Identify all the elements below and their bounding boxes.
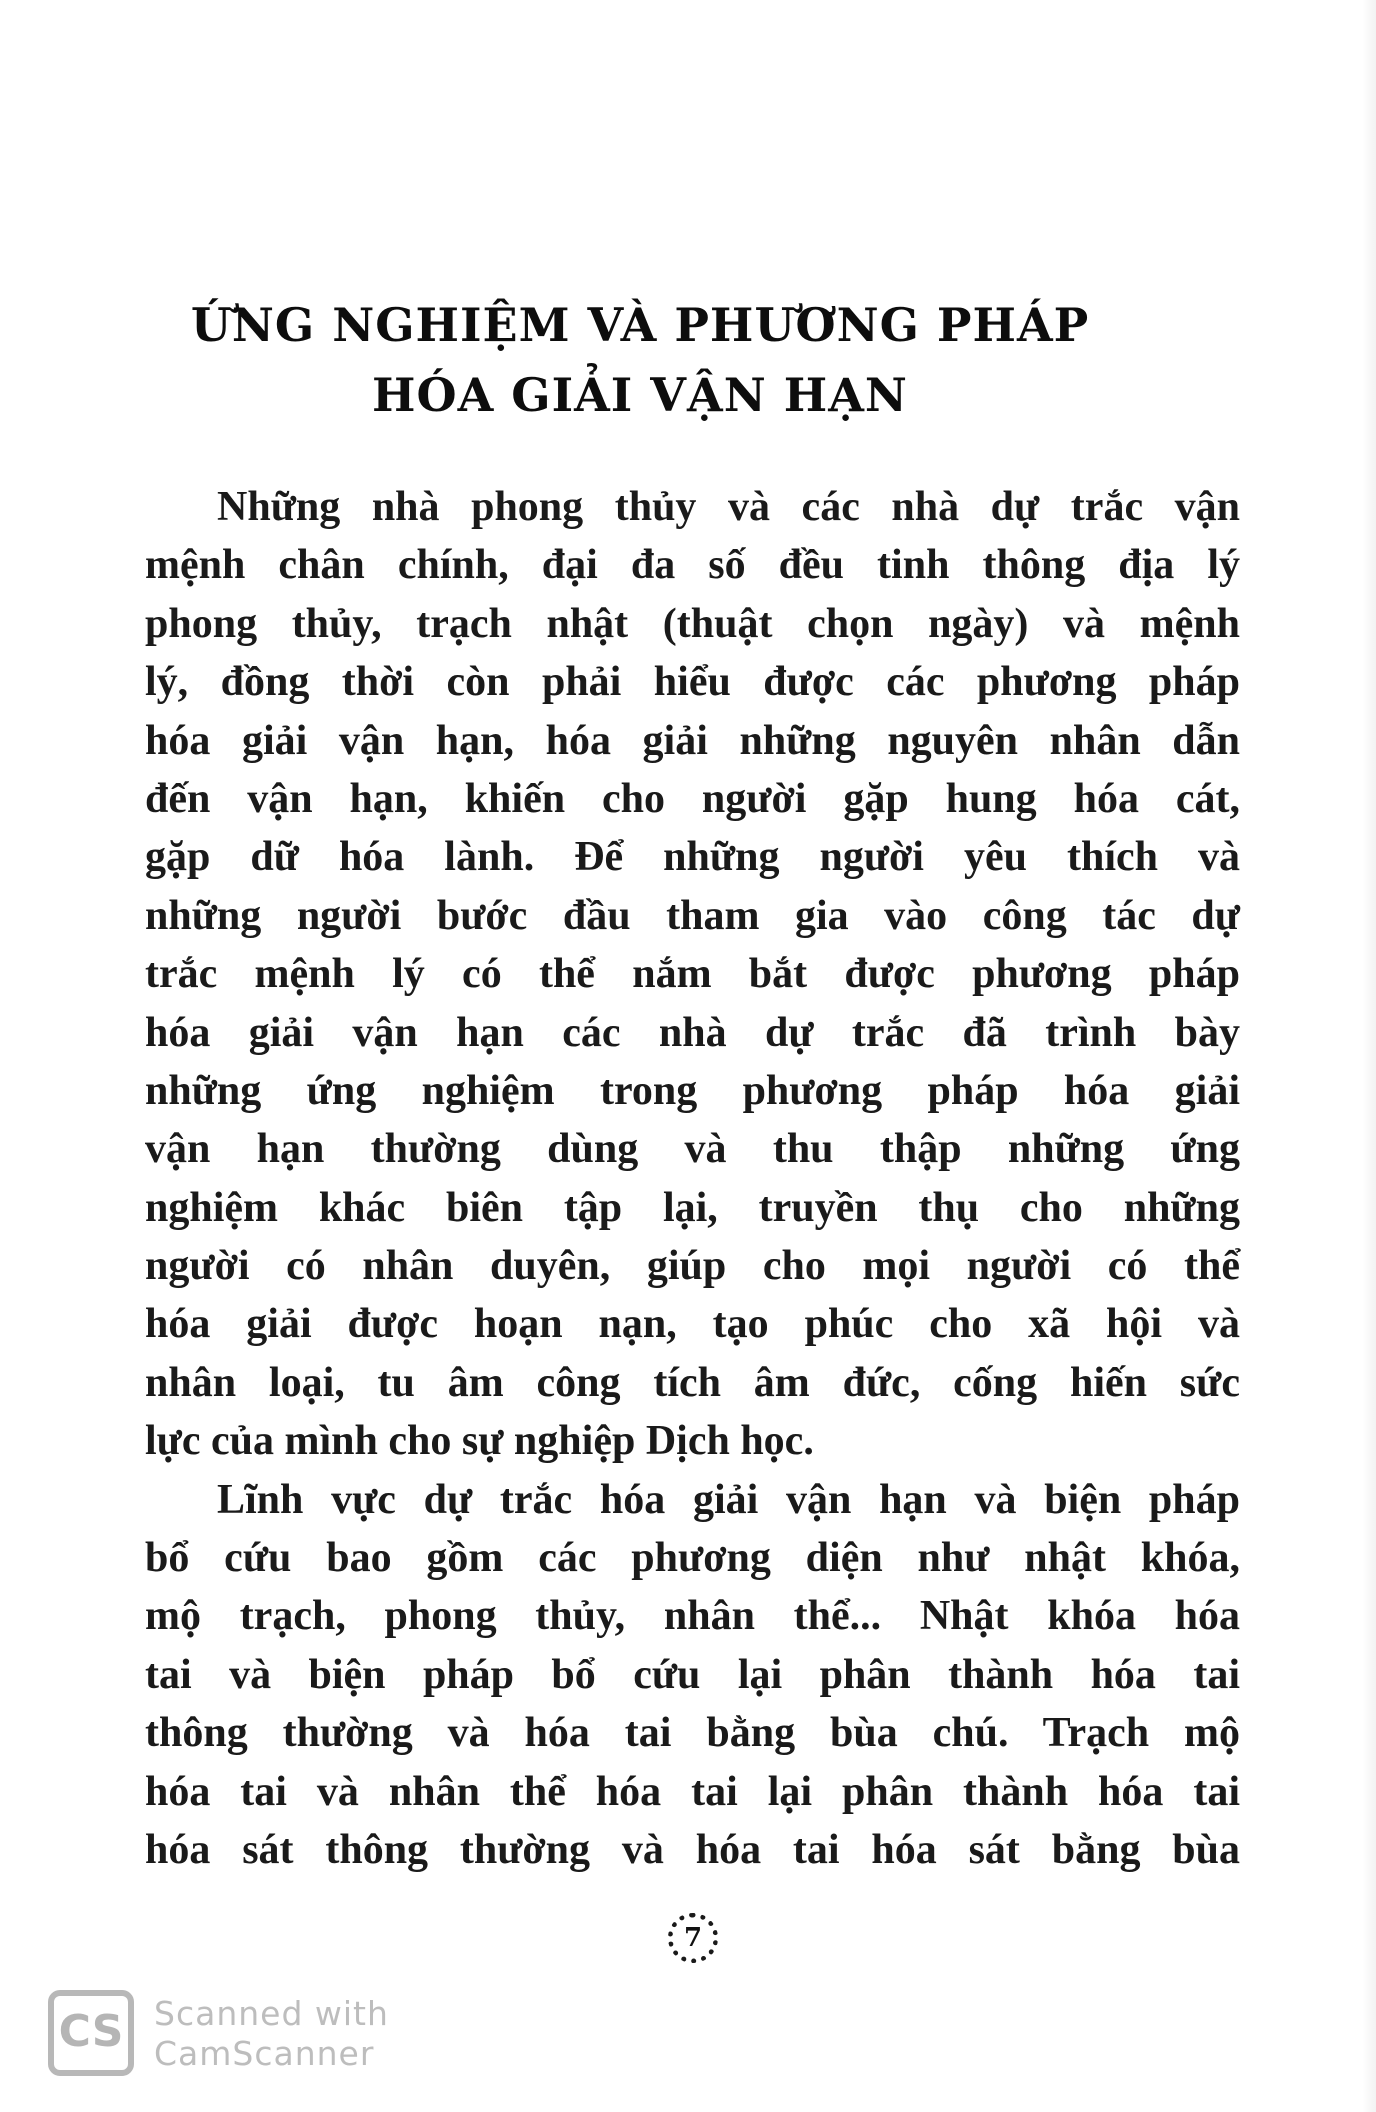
text-line: những ứng nghiệm trong phương pháp hóa giải [145,1067,1240,1114]
text-line: lực của mình cho sự nghiệp Dịch học. [145,1418,814,1465]
watermark-line-1: Scanned with [154,1994,389,2033]
text-line: tai và biện pháp bổ cứu lại phân thành hóa tai [145,1651,1240,1698]
chapter-title-line-2: HÓA GIẢI VẬN HẠN [372,368,908,422]
watermark-line-2: CamScanner [154,2034,375,2073]
text-line: phong thủy, trạch nhật (thuật chọn ngày) và mệnh [145,600,1240,647]
page-number: 7 [668,1913,718,1963]
text-line: thông thường và hóa tai bằng bùa chú. Trạch mộ [145,1710,1240,1757]
camscanner-logo-icon: CS [48,1990,134,2076]
camscanner-watermark [48,1990,408,2080]
text-line: hóa tai và nhân thể hóa tai lại phân thành hóa tai [145,1768,1240,1815]
text-line: nhân loại, tu âm công tích âm đức, cống hiến sức [145,1359,1240,1406]
chapter-title [140,290,1140,430]
text-line: mệnh chân chính, đại đa số đều tinh thông địa lý [145,542,1240,589]
text-line: gặp dữ hóa lành. Để những người yêu thích và [145,834,1240,881]
text-line: đến vận hạn, khiến cho người gặp hung hóa cát, [145,775,1240,822]
text-line: trắc mệnh lý có thể nắm bắt được phương pháp [145,951,1240,998]
text-line: hóa giải được hoạn nạn, tạo phúc cho xã hội và [145,1301,1240,1348]
chapter-title-line-1: ỨNG NGHIỆM VÀ PHƯƠNG PHÁP [190,298,1090,352]
text-line: lý, đồng thời còn phải hiểu được các phương pháp [145,659,1240,706]
page-edge-shadow [1362,0,1376,2112]
watermark-text [154,1994,389,2074]
text-line: vận hạn thường dùng và thu thập những ứng [145,1126,1240,1173]
paragraph-2 [145,1471,1240,1880]
text-line: Lĩnh vực dự trắc hóa giải vận hạn và biện pháp [217,1476,1240,1523]
text-line: hóa giải vận hạn, hóa giải những nguyên nhân dẫn [145,717,1240,764]
body-text [145,478,1240,1879]
paragraph-1 [145,478,1240,1471]
text-line: hóa sát thông thường và hóa tai hóa sát bằng bùa [145,1826,1240,1873]
text-line: mộ trạch, phong thủy, nhân thể... Nhật khóa hóa [145,1593,1240,1640]
text-line: bổ cứu bao gồm các phương diện như nhật khóa, [145,1535,1240,1582]
text-line: hóa giải vận hạn các nhà dự trắc đã trình bày [145,1009,1240,1056]
text-line: nghiệm khác biên tập lại, truyền thụ cho những [145,1184,1240,1231]
text-line: Những nhà phong thủy và các nhà dự trắc vận [217,484,1240,530]
text-line: những người bước đầu tham gia vào công tác dự [145,892,1240,939]
text-line: người có nhân duyên, giúp cho mọi người có thể [145,1243,1240,1290]
